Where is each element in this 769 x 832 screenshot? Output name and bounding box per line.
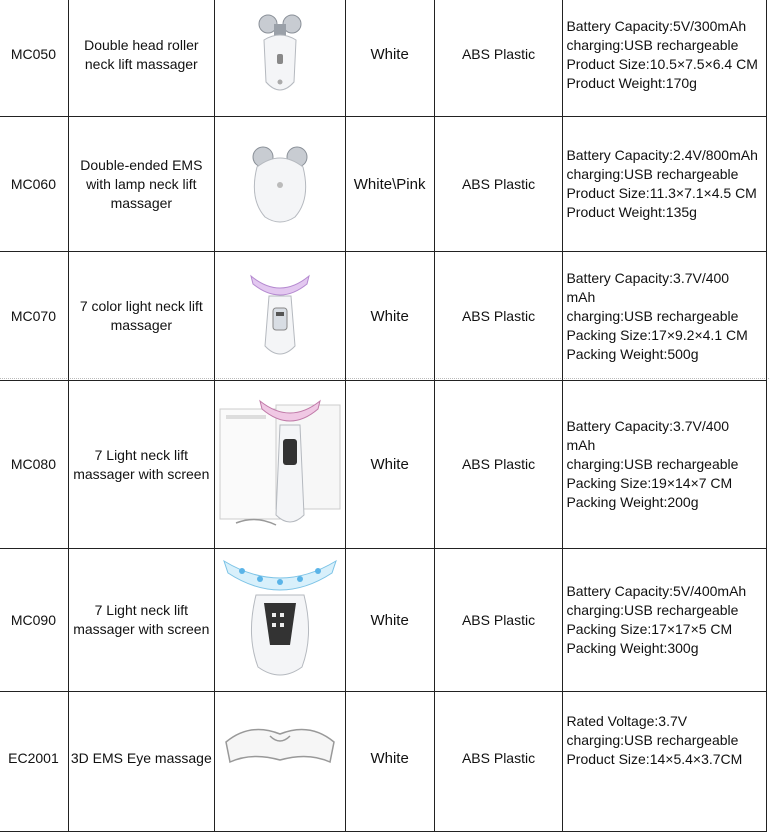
product-color: White xyxy=(345,252,434,381)
product-color: White xyxy=(345,0,434,117)
screen-neck-massager-icon xyxy=(220,555,340,685)
product-name: Double head roller neck lift massager xyxy=(68,0,214,117)
product-name: 7 color light neck lift massager xyxy=(68,252,214,381)
spec-line: Packing Weight:200g xyxy=(566,494,699,510)
product-name: Double-ended EMS with lamp neck lift massager xyxy=(68,117,214,252)
boxed-neck-massager-icon xyxy=(216,395,344,535)
product-code: MC060 xyxy=(0,117,68,252)
spec-line: Product Size:11.3×7.1×4.5 CM xyxy=(566,185,757,201)
product-code: MC090 xyxy=(0,549,68,692)
roller-massager-icon xyxy=(250,10,310,100)
product-name: 3D EMS Eye massage xyxy=(68,692,214,832)
product-code: EC2001 xyxy=(0,692,68,832)
product-material: ABS Plastic xyxy=(434,0,563,117)
spec-line: charging:USB rechargeable xyxy=(566,456,739,472)
spec-line: Battery Capacity:5V/300mAh xyxy=(566,17,747,34)
product-material: ABS Plastic xyxy=(434,549,563,692)
product-color: White xyxy=(345,549,434,692)
spec-line: Product Weight:170g xyxy=(566,74,697,91)
product-image-cell xyxy=(214,252,345,381)
product-specs xyxy=(563,381,767,549)
ems-massager-icon xyxy=(245,139,315,229)
spec-line: Product Size:14×5.4×3.7CM xyxy=(566,751,743,767)
spec-line: charging:USB rechargeable xyxy=(566,732,739,748)
product-specs xyxy=(563,252,767,381)
product-material: ABS Plastic xyxy=(434,117,563,252)
spec-line: Battery Capacity:3.7V/400 xyxy=(566,418,730,434)
spec-line: mAh xyxy=(566,437,596,453)
spec-line: Packing Weight:300g xyxy=(566,640,699,656)
spec-line: Packing Weight:500g xyxy=(566,345,699,362)
product-material: ABS Plastic xyxy=(434,252,563,381)
spec-line: Battery Capacity:3.7V/400 xyxy=(566,269,730,286)
product-color: White\Pink xyxy=(345,117,434,252)
spec-line: charging:USB rechargeable xyxy=(566,307,739,324)
product-image-cell xyxy=(214,117,345,252)
table-row xyxy=(0,0,767,117)
spec-line: Battery Capacity:5V/400mAh xyxy=(566,583,747,599)
product-image-cell xyxy=(214,549,345,692)
product-code: MC070 xyxy=(0,252,68,381)
product-image-cell xyxy=(214,692,345,832)
product-specs xyxy=(563,117,767,252)
product-code: MC050 xyxy=(0,0,68,117)
spec-line: Packing Size:17×9.2×4.1 CM xyxy=(566,326,748,343)
product-image-cell xyxy=(214,0,345,117)
product-material: ABS Plastic xyxy=(434,692,563,832)
product-material: ABS Plastic xyxy=(434,381,563,549)
product-name: 7 Light neck lift massager with screen xyxy=(68,381,214,549)
table-row xyxy=(0,117,767,252)
spec-line: Product Weight:135g xyxy=(566,204,697,220)
spec-line: charging:USB rechargeable xyxy=(566,36,739,53)
product-color: White xyxy=(345,381,434,549)
spec-line: Packing Size:19×14×7 CM xyxy=(566,475,733,491)
table-row xyxy=(0,252,767,381)
spec-line: Battery Capacity:2.4V/800mAh xyxy=(566,147,758,163)
product-specs xyxy=(563,692,767,832)
product-name: 7 Light neck lift massager with screen xyxy=(68,549,214,692)
eye-massager-icon xyxy=(220,712,340,772)
spec-line: Product Size:10.5×7.5×6.4 CM xyxy=(566,55,758,72)
product-specs xyxy=(563,0,767,117)
product-image-cell xyxy=(214,381,345,549)
spec-line: charging:USB rechargeable xyxy=(566,166,739,182)
spec-line: mAh xyxy=(566,288,596,305)
table-row xyxy=(0,692,767,832)
table-row xyxy=(0,381,767,549)
neck-light-massager-icon xyxy=(245,266,315,366)
spec-line: Rated Voltage:3.7V xyxy=(566,713,688,729)
product-color: White xyxy=(345,692,434,832)
spec-line: Packing Size:17×17×5 CM xyxy=(566,621,733,637)
product-specs xyxy=(563,549,767,692)
product-code: MC080 xyxy=(0,381,68,549)
spec-line: charging:USB rechargeable xyxy=(566,602,739,618)
table-row xyxy=(0,549,767,692)
